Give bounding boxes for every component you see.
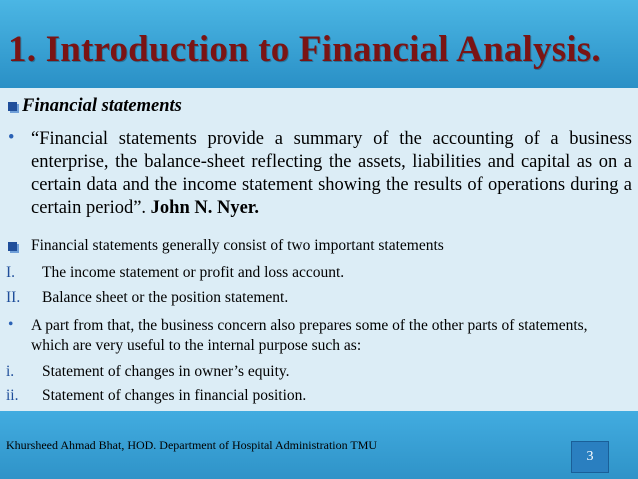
list-item-text: The income statement or profit and loss account. <box>42 264 345 281</box>
list-marker: ii. <box>6 387 19 404</box>
list-marker: I. <box>6 264 16 281</box>
footer-credit: Khursheed Ahmad Bhat, HOD. Department of Hospital Administration TMU <box>6 438 378 452</box>
title-bar <box>0 0 638 88</box>
square-bullet-icon <box>8 242 17 251</box>
quote-paragraph <box>31 128 632 220</box>
page-number: 3 <box>571 441 609 473</box>
slide-body <box>0 88 638 411</box>
consist-text: Financial statements generally consist of two important statements <box>31 237 444 254</box>
round-bullet-icon: • <box>8 128 15 148</box>
list-item-text: Statement of changes in owner’s equity. <box>42 363 290 380</box>
square-bullet-icon <box>8 102 17 111</box>
other-parts-text: A part from that, the business concern also prepares some of the other parts of statements, which are very useful to the internal purpose such as: <box>31 317 588 354</box>
list-item-text: Statement of changes in financial position. <box>42 387 307 404</box>
quote-author: John N. Nyer. <box>150 198 259 218</box>
list-item-text: Balance sheet or the position statement. <box>42 289 289 306</box>
list-marker: i. <box>6 363 15 380</box>
list-marker: II. <box>6 289 21 306</box>
quote-text: “Financial statements provide a summary of the accounting of a business enterprise, the balance-sheet reflecting the assets, liabilities and capital as on a certain data and the income statement showing the results of operations during a certain period”. <box>31 129 632 218</box>
slide-title: 1. Introduction to Financial Analysis. <box>8 29 601 70</box>
section-heading: Financial statements <box>22 96 182 116</box>
round-bullet-icon: • <box>8 316 14 333</box>
